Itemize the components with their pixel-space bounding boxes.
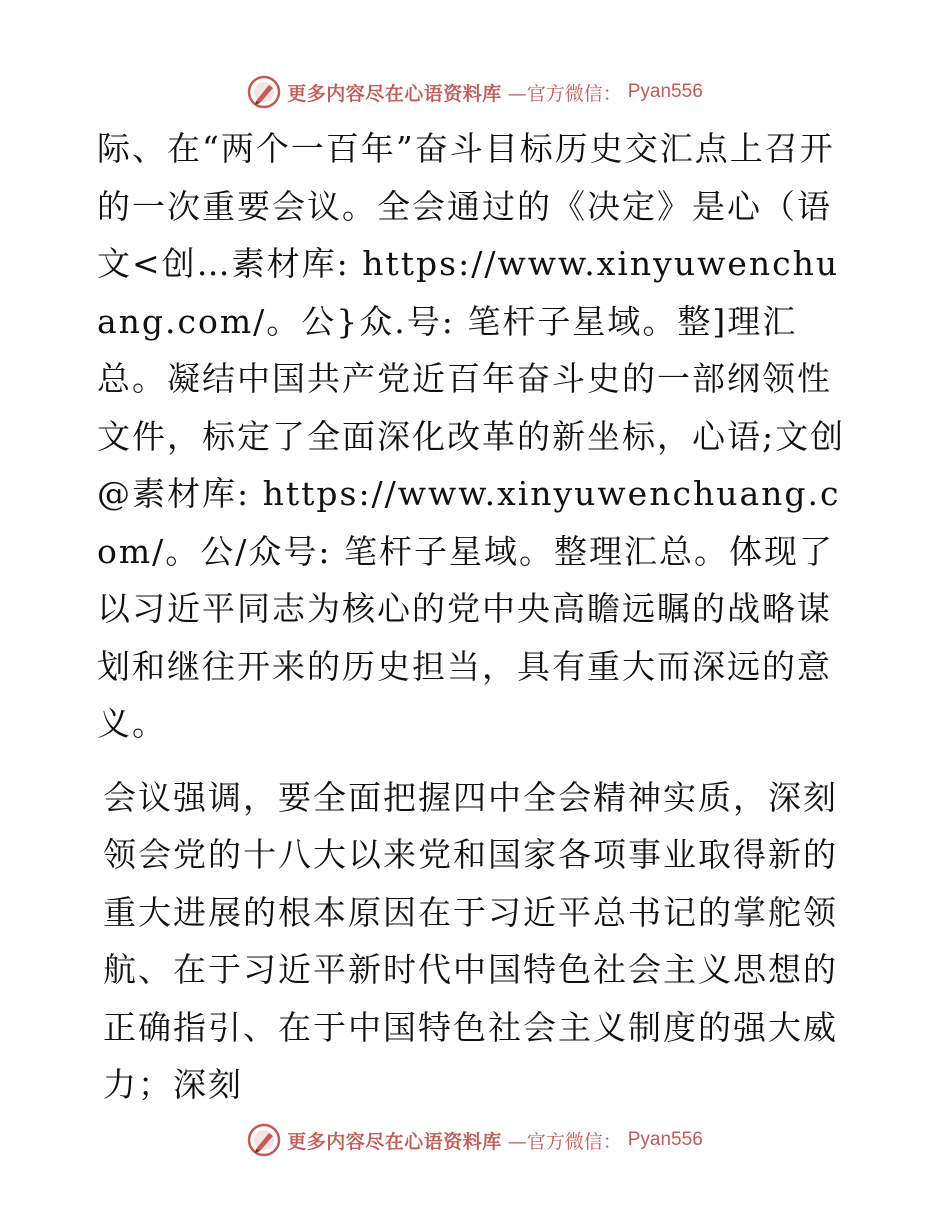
header-banner <box>0 70 950 114</box>
header-banner-main: 更多内容尽在心语资料库 <box>287 82 502 105</box>
footer-banner-separator: —官方微信： <box>507 1130 622 1153</box>
pen-logo-icon <box>247 1123 281 1157</box>
paragraph-1: 际、在“两个一百年”奋斗目标历史交汇点上召开的一次重要会议。全会通过的《决定》是心（语文<创…素材库: https://www.xinyuwenchuang.com/。公}众.号: 笔杆子星域。整]理汇总。凝结中国共产党近百年奋斗史的一部纲领性文件，标定了全面深化改革的新坐标，心语;文创@素材库: https://www.xinyuwenchuang.com/。公/众号: 笔杆子星域。整理汇总。体现了以习近平同志为核心的党中央高瞻远瞩的战略谋划和继往开来的历史担当，具有重大而深远的意义。 <box>97 129 846 743</box>
document-body <box>97 120 857 1114</box>
footer-banner-main: 更多内容尽在心语资料库 <box>287 1130 502 1153</box>
pen-logo-icon <box>247 75 281 109</box>
footer-banner <box>0 1118 950 1162</box>
header-banner-separator: —官方微信： <box>507 82 622 105</box>
paragraph-2: 会议强调，要全面把握四中全会精神实质，深刻领会党的十八大以来党和国家各项事业取得新的重大进展的根本原因在于习近平总书记的掌舵领航、在于习近平新时代中国特色社会主义思想的正确指引、在于中国特色社会主义制度的强大威力；深刻 <box>103 777 838 1104</box>
header-banner-wechat-id: Pyan556 <box>627 81 703 102</box>
footer-banner-wechat-id: Pyan556 <box>627 1129 703 1150</box>
